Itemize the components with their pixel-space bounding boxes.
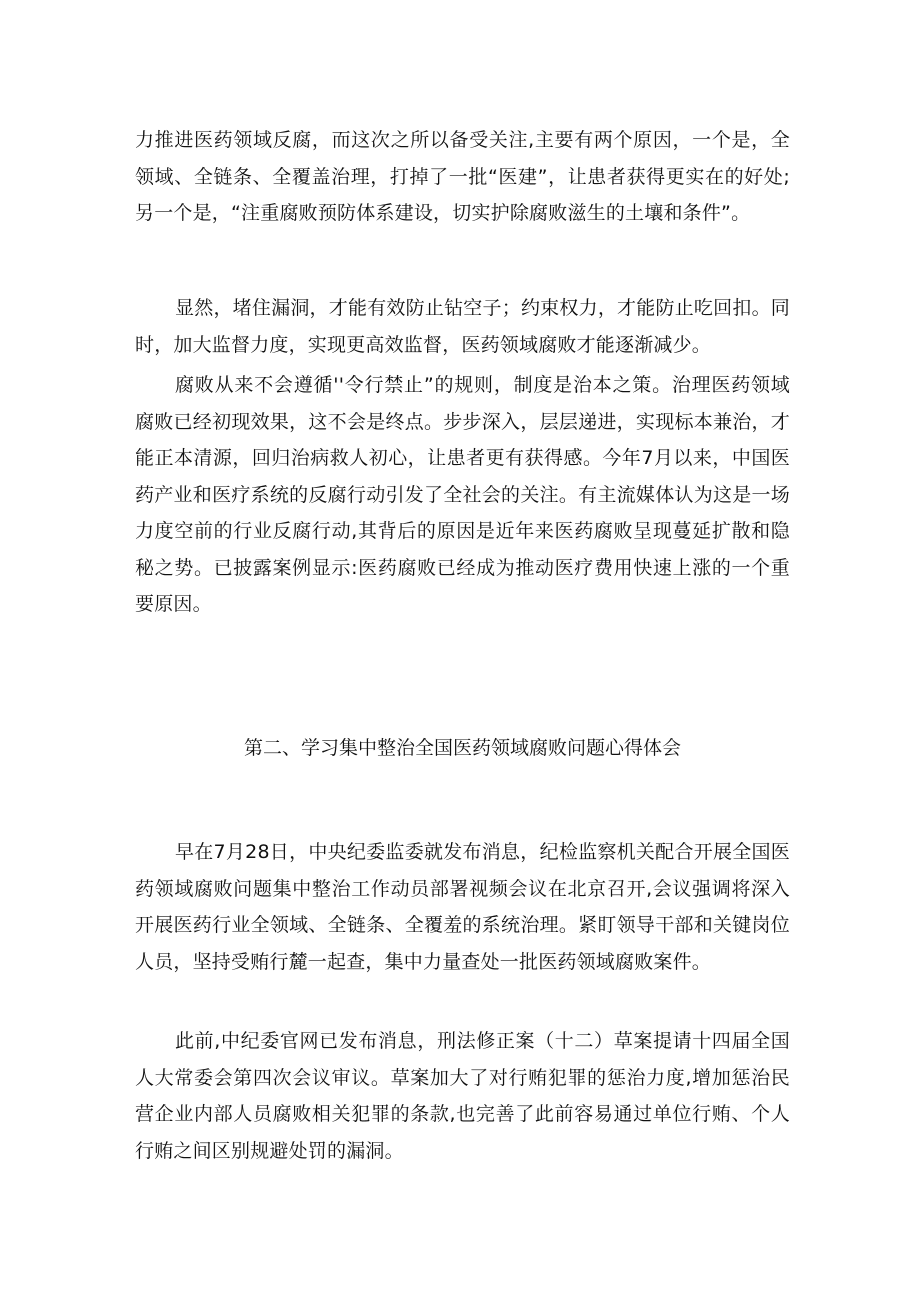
paragraph-criminal-law-amendment: 此前,中纪委官网已发布消息，刑法修正案（十二）草案提请十四届全国人大常委会第四次会议审议。草案加大了对行贿犯罪的惩治力度,增加惩治民营企业内部人员腐败相关犯罪的条款,也完善了此前容易通过单位行贿、个人行贿之间区别规避处罚的漏洞。	[135, 1030, 790, 1162]
paragraph-loopholes: 显然，堵住漏洞，才能有效防止钻空子；约束权力，才能防止吃回扣。同时，加大监督力度，实现更高效监督，医药领域腐败才能逐渐减少。	[135, 297, 790, 356]
section-heading: 第二、学习集中整治全国医药领域腐败问题心得体会	[243, 737, 681, 759]
paragraph-continuation: 力推进医药领域反腐，而这次之所以备受关注,主要有两个原因，一个是，全领域、全链条、全覆盖治理，打掉了一批“医建”，让患者获得更实在的好处;另一个是，“注重腐败预防体系建设，切实护除腐败滋生的土壤和条件”。	[135, 129, 790, 224]
paragraph-institutional-remedy: 腐败从来不会遵循''令行禁止”的规则，制度是治本之策。治理医药领域腐败已经初现效果，这不会是终点。步步深入，层层递进，实现标本兼治，才能正本清源，回归治病救人初心，让患者更有获得感。今年7月以来，中国医药产业和医疗系统的反腐行动引发了全社会的关注。有主流媒体认为这是一场力度空前的行业反腐行动,其背后的原因是近年来医药腐败呈现蔓延扩散和隐秘之势。已披露案例显示:医药腐败已经成为推动医疗费用快速上涨的一个重要原因。	[135, 374, 790, 615]
paragraph-july-28-meeting: 早在7月28日，中央纪委监委就发布消息，纪检监察机关配合开展全国医药领域腐败问题集中整治工作动员部署视频会议在北京召开,会议强调将深入开展医药行业全领域、全链条、全覆羞的系统治理。紧盯领导干部和关键岗位人员，坚持受贿行麓一起查，集中力量查处一批医药领域腐败案件。	[135, 841, 790, 973]
